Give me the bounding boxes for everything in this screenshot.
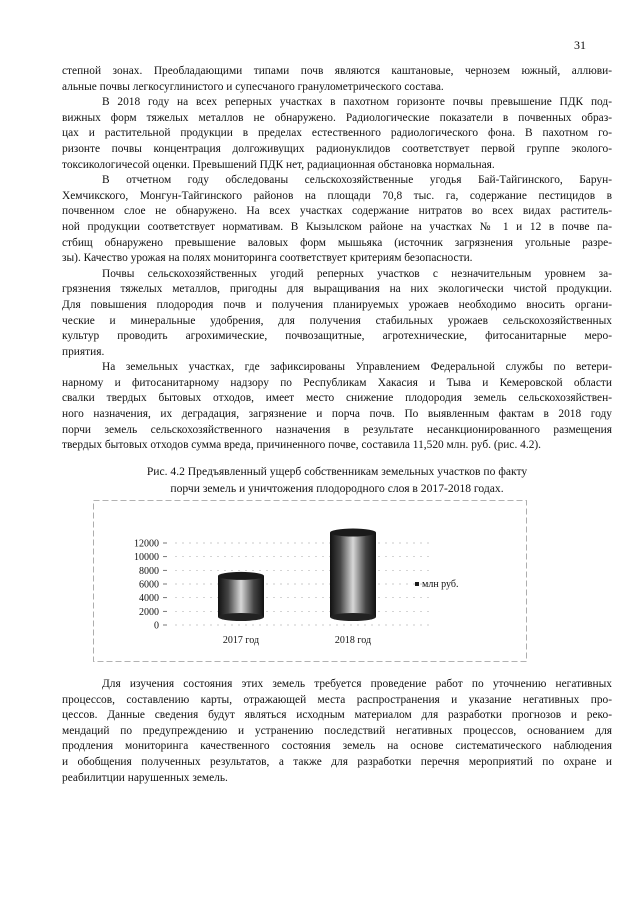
paragraph [62,360,612,454]
text-line: альные почвы легкосуглинистого и супесчаного гранулометрического состава. [62,80,444,93]
bar-base [218,613,264,621]
text-line: твердых бытовых отходов сумма вреда, причиненного почве, составила 11,520 млн. руб. (рис. 4.2). [62,439,542,452]
text-line: культур проводить агрохимические, почвозащитные, агротехнические, фитосанитарные меро- [62,330,612,343]
text-line: На земельных участках, где зафиксированы Управлением Федеральной службы по ветери- [102,361,612,374]
text-line: реабилитции нарушенных земель. [62,771,228,784]
text-line: грязнения тяжелых металлов, пригодны для выращивания на них экологически чистой продукции. [62,283,612,296]
text-line: В отчетном году обследованы сельскохозяйственные угодья Бай-Тайгинского, Барун- [102,174,612,187]
text-line: Для повышения плодородия почв и получения планируемых урожаев необходимо вносить органи- [62,298,612,311]
text-line: зы). Качество урожая на полях мониторинга соответствует критериям безопасности. [62,252,473,265]
text-line: ного назначения, их деградация, загрязнение и порча почв. По выявленным фактам в 2018 году [62,408,612,421]
text-line: ческие и минеральные удобрения, для получения стабильных урожаев сельскохозяйственных [62,314,612,327]
y-tick-label: 4000 [139,593,159,605]
bar-2018-год [330,533,376,617]
text-line: вижных форм тяжелых металлов не обнаружено. Радиологические показатели в почвенных образ- [62,111,612,124]
text-line: мендаций по предупреждению и устранению последствий негативных процессов, основанием для [62,724,612,737]
text-line: токсикологичесой оценки. Превышений ПДК нет, радиационная обстановка нормальная. [62,158,495,171]
figure-caption-line: Рис. 4.2 Предъявленный ущерб собственникам земельных участков по факту [146,464,528,478]
text-line: В 2018 году на всех реперных участках в пахотном горизонте почвы превышение ПДК под- [102,96,612,109]
text-line: стбищ обнаружено превышение валовых форм мышьяка (источник загрязнения угольные разре- [62,236,612,249]
page-number: 31 [574,38,586,52]
paragraph [62,64,612,95]
text-line: свалки твердых бытовых отходов, имеет место снижение плодородия земель сельскохозяйствен- [62,392,612,405]
text-line: степной зонах. Преобладающими типами почв являются каштановые, чернозем южный, аллюви- [62,65,612,77]
text-line: приятия. [62,345,105,358]
y-tick-label: 10000 [134,552,159,564]
text-line: нарному и фитосанитарному надзору по Республикам Хакасия и Тыва и Кемеровской области [62,376,612,389]
bar-top [330,529,376,537]
y-tick-label: 8000 [139,565,159,577]
text-line: Почвы сельскохозяйственных угодий реперных участков с незначительным уровнем за- [102,267,612,280]
x-category-label: 2017 год [222,635,260,646]
body-text-bottom [62,677,612,786]
text-line: порчи земель сельскохозяйственного назначения в результате несанкционированного размещения [62,423,612,436]
y-tick-label: 0 [154,620,159,632]
paragraphs-bottom [62,677,612,786]
x-category-label: 2018 год [334,635,372,646]
body-text-top [62,64,612,497]
paragraph [62,267,612,361]
paragraphs-top [62,64,612,454]
bar-base [330,613,376,621]
paragraph [62,677,612,786]
text-line: цах и растительной продукции в пределах естественного радиологического фона. В пахотном го- [62,127,612,140]
figure-caption [62,463,612,497]
text-line: почвенном слое не обнаружено. На всех участках содержание нитратов во всех видах раститель- [62,205,612,218]
paragraph [62,95,612,173]
text-line: продления мониторинга качественного состояния земель на основе систематического наблюдения [62,740,612,753]
figure-caption-line: порчи земель и уничтожения плодородного слоя в 2017-2018 годах. [170,481,504,495]
y-tick-label: 12000 [134,538,159,550]
legend-swatch [415,582,419,586]
legend-label: млн руб. [422,579,459,590]
text-line: ризонте почвы концентрация долгоживущих радионуклидов соответствует первой группе эколого- [62,142,612,155]
bar-2017-год [218,576,264,617]
text-line: цессов. Данные сведения будут являться исходным материалом для разработки прогнозов и реко- [62,709,612,722]
text-line: Хемчикского, Монгун-Тайгинского районов на площади 70,8 тыс. га, содержание пестицидов в [62,189,612,202]
bar-top [218,572,264,580]
y-tick-label: 2000 [139,606,159,618]
text-line: ной продукции соответствует нормативам. В Кызылском районе на участках № 1 и 12 в почве па- [62,220,612,233]
damage-bar-chart [93,500,527,662]
y-tick-label: 6000 [139,579,159,591]
text-line: Для изучения состояния этих земель требуется проведение работ по уточнению негативных [102,678,612,690]
text-line: процессов, составлению карты, отражающей места распространения и указание негативных про- [62,693,612,706]
paragraph [62,173,612,267]
text-line: и обобщения полученных результатов, а также для разработки перечня мероприятий по охране и [62,755,612,768]
